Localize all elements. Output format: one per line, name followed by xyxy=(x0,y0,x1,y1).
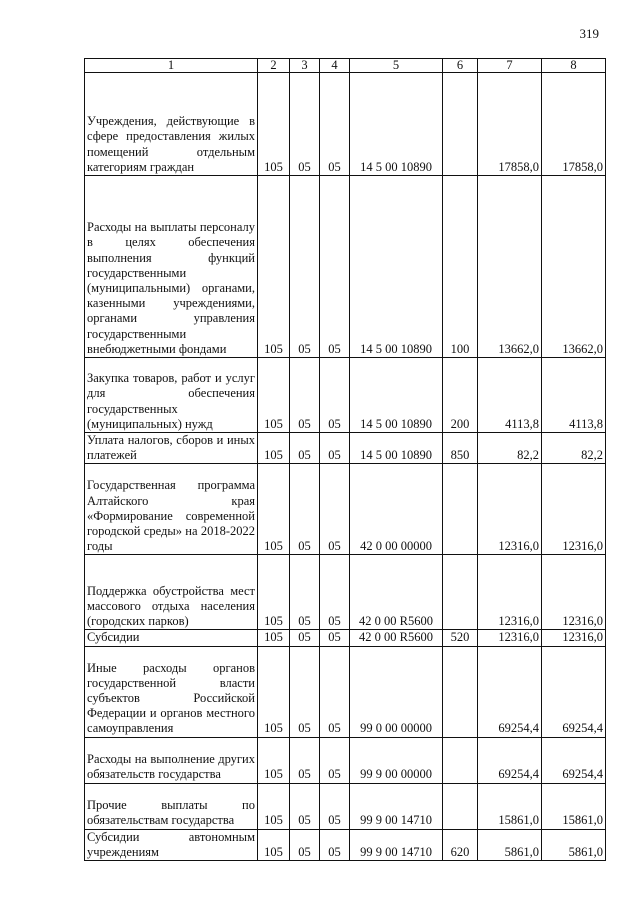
cell-expense-type xyxy=(443,646,478,737)
table-row xyxy=(85,358,606,433)
cell-amount-7: 12316,0 xyxy=(478,630,542,646)
table-body xyxy=(85,73,606,861)
cell-subsection: 05 xyxy=(320,73,350,176)
cell-amount-8: 12316,0 xyxy=(542,555,606,630)
cell-target-article: 42 0 00 R5600 xyxy=(350,555,443,630)
cell-expense-type: 100 xyxy=(443,176,478,358)
cell-amount-7: 5861,0 xyxy=(478,829,542,860)
cell-target-article: 14 5 00 10890 xyxy=(350,176,443,358)
page-number: 319 xyxy=(579,26,599,41)
header-col-8: 8 xyxy=(542,59,606,73)
cell-section: 05 xyxy=(290,433,320,464)
budget-table xyxy=(84,58,606,861)
cell-ministry: 105 xyxy=(258,555,290,630)
cell-ministry: 105 xyxy=(258,433,290,464)
table-row xyxy=(85,646,606,737)
table-row xyxy=(85,630,606,646)
header-col-7: 7 xyxy=(478,59,542,73)
cell-section: 05 xyxy=(290,358,320,433)
header-col-1: 1 xyxy=(85,59,258,73)
table-row xyxy=(85,176,606,358)
cell-target-article: 99 9 00 14710 xyxy=(350,783,443,829)
cell-target-article: 42 0 00 00000 xyxy=(350,464,443,555)
row-name: Уплата налогов, сборов и иных платежей xyxy=(85,433,258,464)
cell-ministry: 105 xyxy=(258,737,290,783)
cell-amount-8: 15861,0 xyxy=(542,783,606,829)
cell-expense-type xyxy=(443,555,478,630)
table-row xyxy=(85,555,606,630)
row-name: Субсидии xyxy=(85,630,258,646)
cell-expense-type xyxy=(443,464,478,555)
cell-amount-8: 82,2 xyxy=(542,433,606,464)
cell-target-article: 14 5 00 10890 xyxy=(350,433,443,464)
cell-amount-8: 69254,4 xyxy=(542,737,606,783)
cell-amount-8: 4113,8 xyxy=(542,358,606,433)
cell-subsection: 05 xyxy=(320,783,350,829)
row-name: Расходы на выплаты персоналу в целях обеспечения выполнения функций государственными (муниципальными) органами, казенными учреждениями, органами управления государственными внебюджетными фондами xyxy=(85,176,258,358)
header-row xyxy=(85,59,606,73)
cell-target-article: 99 0 00 00000 xyxy=(350,646,443,737)
cell-section: 05 xyxy=(290,646,320,737)
cell-subsection: 05 xyxy=(320,433,350,464)
table-row xyxy=(85,783,606,829)
cell-ministry: 105 xyxy=(258,829,290,860)
cell-section: 05 xyxy=(290,829,320,860)
cell-target-article: 99 9 00 00000 xyxy=(350,737,443,783)
cell-target-article: 14 5 00 10890 xyxy=(350,73,443,176)
cell-section: 05 xyxy=(290,464,320,555)
cell-target-article: 99 9 00 14710 xyxy=(350,829,443,860)
row-name: Прочие выплаты по обязательствам государства xyxy=(85,783,258,829)
cell-expense-type xyxy=(443,73,478,176)
cell-subsection: 05 xyxy=(320,358,350,433)
cell-target-article: 14 5 00 10890 xyxy=(350,358,443,433)
cell-section: 05 xyxy=(290,737,320,783)
cell-subsection: 05 xyxy=(320,464,350,555)
cell-section: 05 xyxy=(290,73,320,176)
row-name: Учреждения, действующие в сфере предоставления жилых помещений отдельным категориям граждан xyxy=(85,73,258,176)
cell-amount-7: 13662,0 xyxy=(478,176,542,358)
table-row xyxy=(85,433,606,464)
cell-expense-type xyxy=(443,737,478,783)
cell-subsection: 05 xyxy=(320,630,350,646)
cell-ministry: 105 xyxy=(258,464,290,555)
row-name: Поддержка обустройства мест массового отдыха населения (городских парков) xyxy=(85,555,258,630)
table-header xyxy=(85,59,606,73)
row-name: Государственная программа Алтайского края «Формирование современной городской среды» на 2018-2022 годы xyxy=(85,464,258,555)
cell-amount-7: 69254,4 xyxy=(478,646,542,737)
table-row xyxy=(85,73,606,176)
cell-ministry: 105 xyxy=(258,646,290,737)
table-row xyxy=(85,829,606,860)
cell-amount-7: 17858,0 xyxy=(478,73,542,176)
cell-amount-8: 5861,0 xyxy=(542,829,606,860)
cell-amount-7: 69254,4 xyxy=(478,737,542,783)
cell-expense-type xyxy=(443,783,478,829)
cell-section: 05 xyxy=(290,783,320,829)
cell-ministry: 105 xyxy=(258,176,290,358)
cell-section: 05 xyxy=(290,630,320,646)
cell-target-article: 42 0 00 R5600 xyxy=(350,630,443,646)
row-name: Субсидии автономным учреждениям xyxy=(85,829,258,860)
header-col-5: 5 xyxy=(350,59,443,73)
cell-subsection: 05 xyxy=(320,737,350,783)
table-row xyxy=(85,464,606,555)
cell-ministry: 105 xyxy=(258,630,290,646)
cell-amount-8: 12316,0 xyxy=(542,630,606,646)
cell-expense-type: 200 xyxy=(443,358,478,433)
cell-amount-8: 13662,0 xyxy=(542,176,606,358)
header-col-2: 2 xyxy=(258,59,290,73)
cell-expense-type: 620 xyxy=(443,829,478,860)
cell-amount-7: 4113,8 xyxy=(478,358,542,433)
cell-subsection: 05 xyxy=(320,555,350,630)
cell-section: 05 xyxy=(290,176,320,358)
cell-amount-7: 15861,0 xyxy=(478,783,542,829)
cell-amount-7: 82,2 xyxy=(478,433,542,464)
cell-amount-7: 12316,0 xyxy=(478,464,542,555)
table-row xyxy=(85,737,606,783)
cell-expense-type: 850 xyxy=(443,433,478,464)
cell-amount-8: 17858,0 xyxy=(542,73,606,176)
cell-section: 05 xyxy=(290,555,320,630)
cell-amount-8: 69254,4 xyxy=(542,646,606,737)
header-col-3: 3 xyxy=(290,59,320,73)
cell-amount-7: 12316,0 xyxy=(478,555,542,630)
cell-amount-8: 12316,0 xyxy=(542,464,606,555)
header-col-4: 4 xyxy=(320,59,350,73)
cell-ministry: 105 xyxy=(258,73,290,176)
cell-subsection: 05 xyxy=(320,829,350,860)
row-name: Закупка товаров, работ и услуг для обеспечения государственных (муниципальных) нужд xyxy=(85,358,258,433)
cell-ministry: 105 xyxy=(258,783,290,829)
cell-subsection: 05 xyxy=(320,646,350,737)
row-name: Иные расходы органов государственной власти субъектов Российской Федерации и органов местного самоуправления xyxy=(85,646,258,737)
cell-expense-type: 520 xyxy=(443,630,478,646)
cell-ministry: 105 xyxy=(258,358,290,433)
cell-subsection: 05 xyxy=(320,176,350,358)
header-col-6: 6 xyxy=(443,59,478,73)
row-name: Расходы на выполнение других обязательств государства xyxy=(85,737,258,783)
